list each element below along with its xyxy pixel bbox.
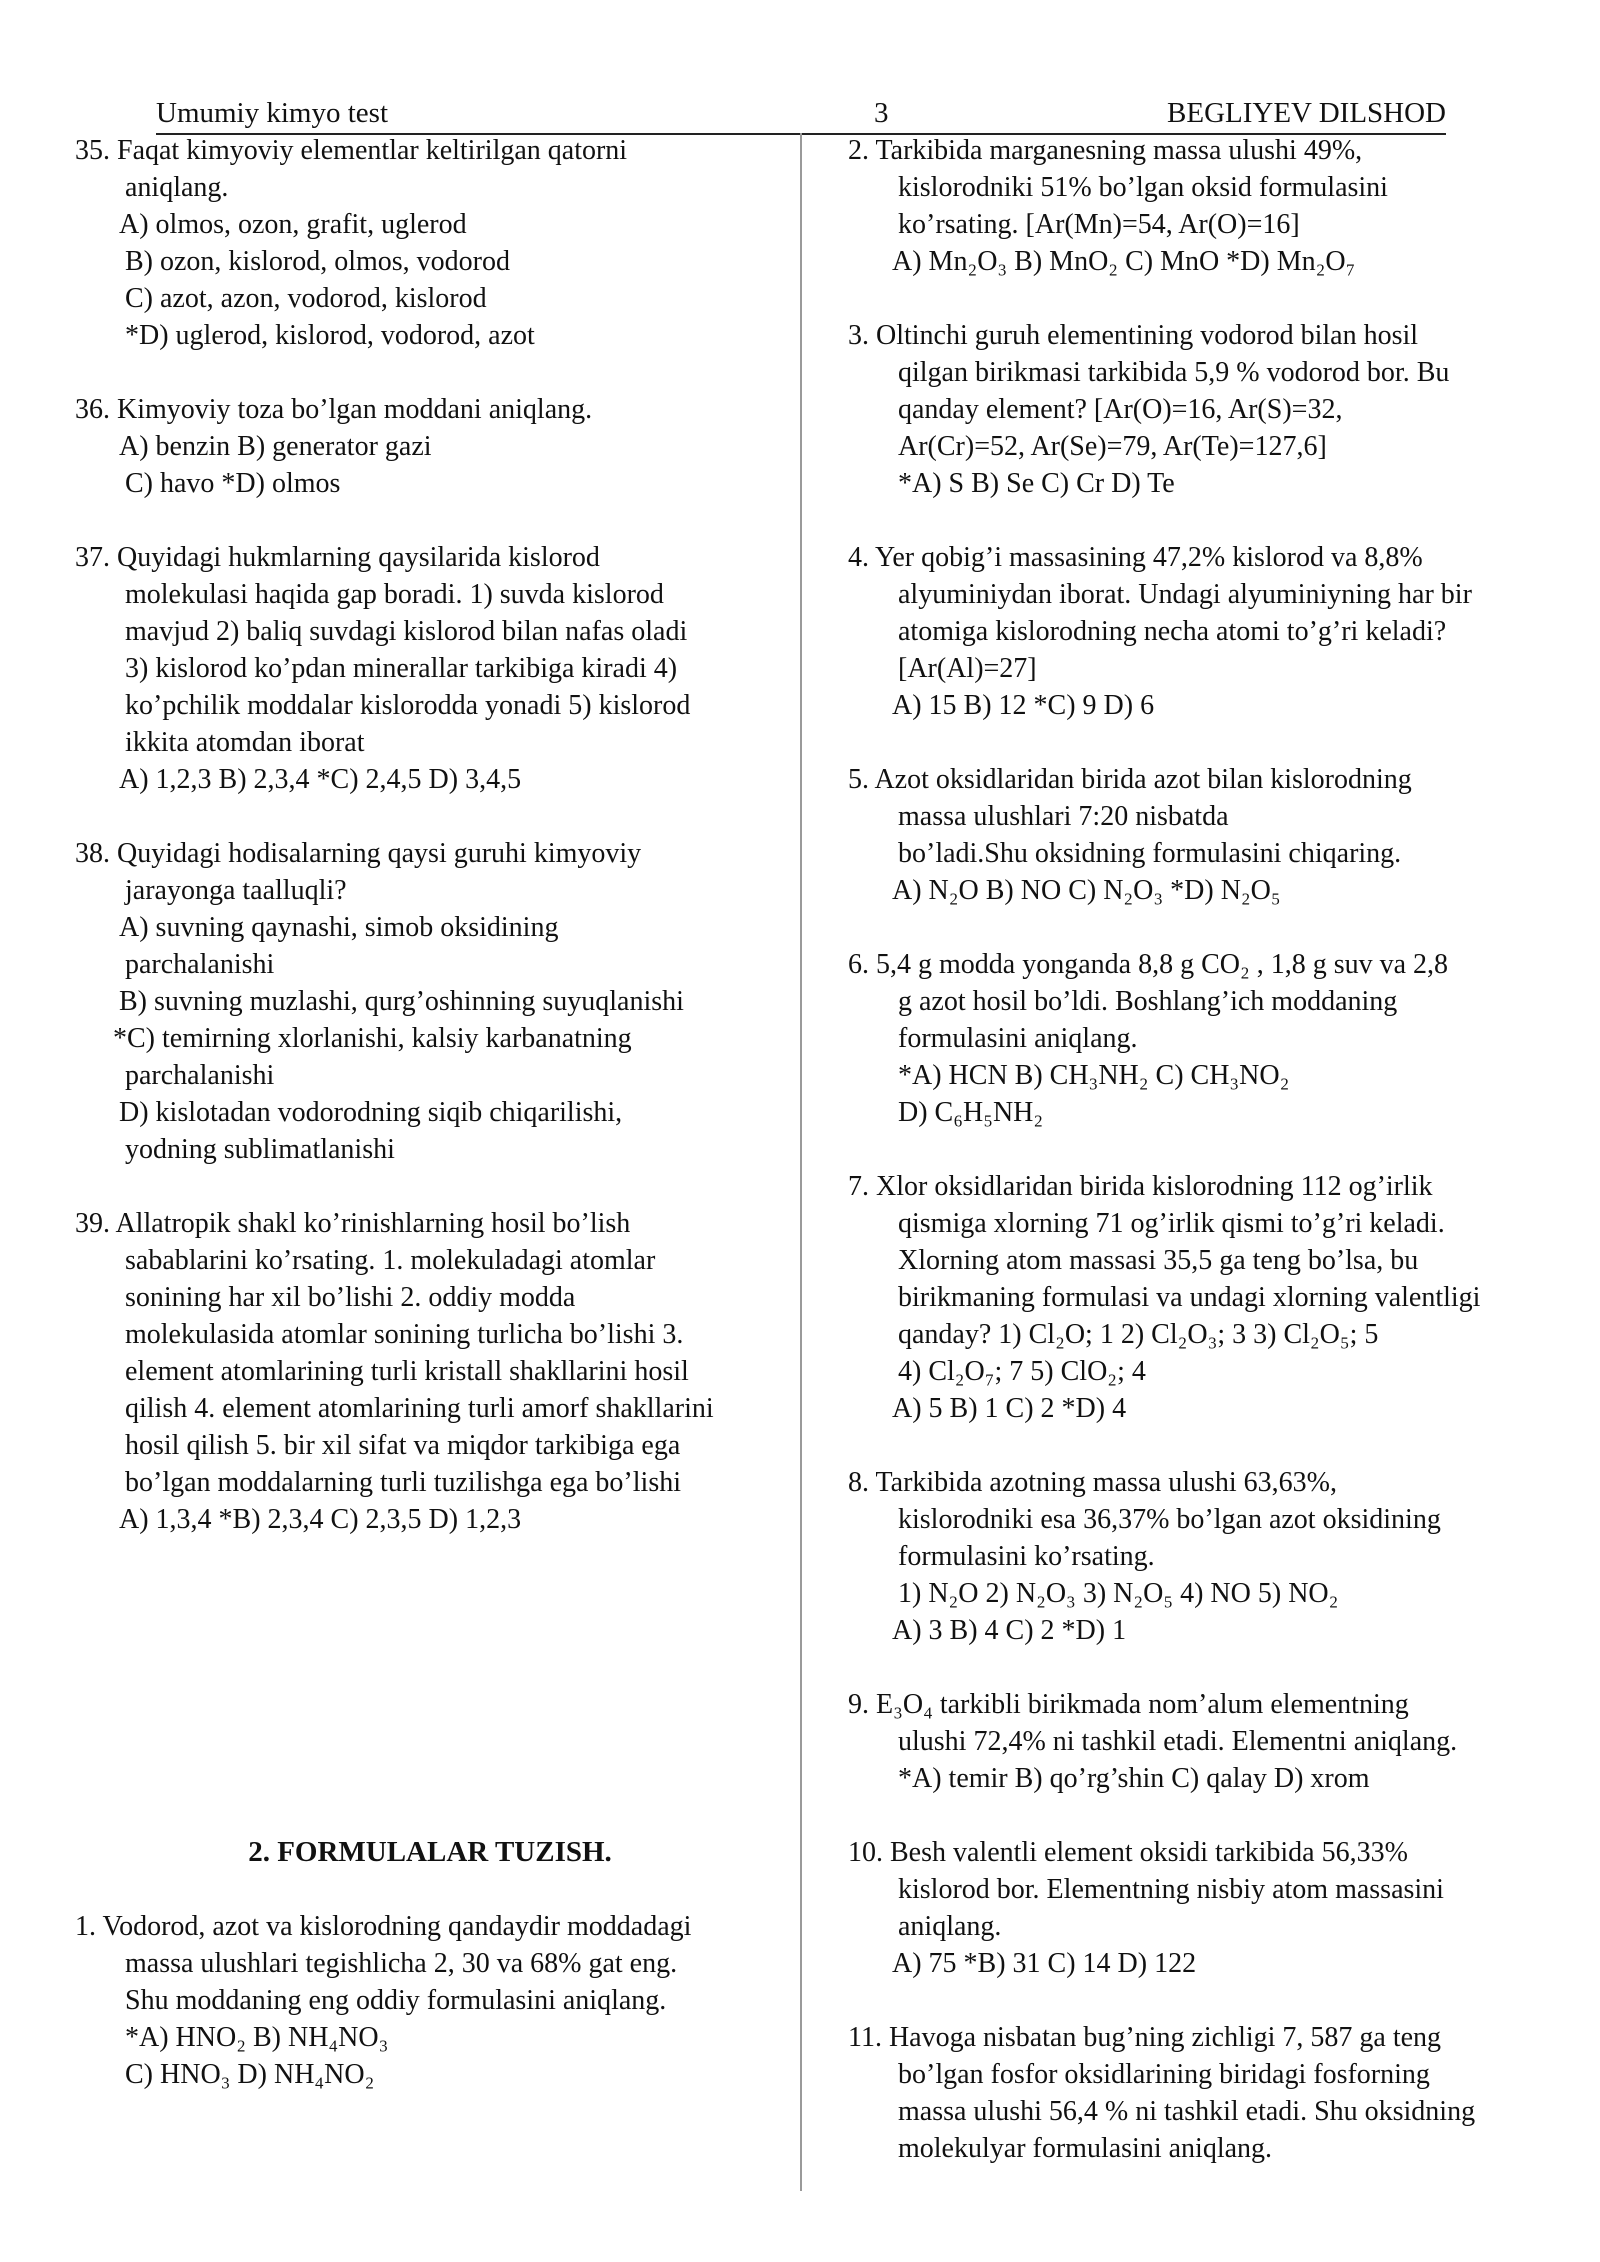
answer-option: C) azot, azon, vodorod, kislorod (125, 283, 487, 314)
question-text: Shu moddaning eng oddiy formulasini aniqlang. (125, 1985, 667, 2016)
answer-options: A) benzin B) generator gazi (119, 431, 432, 462)
question-text: birikmaning formulasi va undagi xlorning valentligi (898, 1282, 1481, 1313)
answer-option: B) ozon, kislorod, olmos, vodorod (125, 246, 510, 277)
formula-question-1 (75, 1908, 785, 2093)
question-text: 3) kislorod ko’pdan minerallar tarkibiga kiradi 4) (125, 653, 678, 684)
question-36 (75, 391, 785, 502)
question-text: 11. Havoga nisbatan bug’ning zichligi 7, 587 ga teng (848, 2022, 1442, 2053)
answer-option: parchalanishi (125, 1060, 275, 1091)
section-title: 2. FORMULALAR TUZISH. (248, 1836, 612, 1868)
answer-options: A) N₂O B) NO C) N₂O₃ *D) N₂O₅ (892, 875, 1281, 906)
question-39 (75, 1205, 785, 1538)
question-text: massa ulushi 56,4 % ni tashkil etadi. Shu oksidning (898, 2096, 1476, 2127)
question-text: bo’lgan fosfor oksidlarining biridagi fosforning (898, 2059, 1430, 2090)
formula-question-2 (848, 132, 1558, 280)
question-text: aniqlang. (898, 1911, 1002, 1942)
question-text: 2. Tarkibida marganesning massa ulushi 49%, (848, 135, 1363, 166)
answer-options: A) 5 B) 1 C) 2 *D) 4 (892, 1393, 1127, 1424)
header-title: Umumiy kimyo test (156, 97, 388, 129)
question-text: hosil qilish 5. bir xil sifat va miqdor tarkibiga ega (125, 1430, 681, 1461)
page-header (156, 95, 1446, 135)
answer-option: B) suvning muzlashi, qurg’oshinning suyuqlanishi (119, 986, 684, 1017)
answer-options: D) C₆H₅NH₂ (898, 1097, 1044, 1128)
question-text: aniqlang. (125, 172, 229, 203)
answer-option: D) kislotadan vodorodning siqib chiqarilishi, (119, 1097, 623, 1128)
answer-options: C) havo *D) olmos (125, 468, 341, 499)
question-text: 5. Azot oksidlaridan birida azot bilan kislorodning (848, 764, 1412, 795)
question-text: 36. Kimyoviy toza bo’lgan moddani aniqlang. (75, 394, 593, 425)
formula-question-3 (848, 317, 1558, 502)
question-text: 6. 5,4 g modda yonganda 8,8 g CO₂ , 1,8 g suv va 2,8 (848, 949, 1449, 980)
question-35 (75, 132, 785, 354)
header-author: BEGLIYEV DILSHOD (1167, 97, 1446, 129)
question-text: 1. Vodorod, azot va kislorodning qandaydir moddadagi (75, 1911, 692, 1942)
question-text: 4) Cl₂O₇; 7 5) ClO₂; 4 (898, 1356, 1146, 1387)
answer-option: *C) temirning xlorlanishi, kalsiy karbanatning (113, 1023, 632, 1054)
page-number: 3 (874, 97, 889, 129)
formula-question-10 (848, 1834, 1558, 1982)
question-text: 1) N₂O 2) N₂O₃ 3) N₂O₅ 4) NO 5) NO₂ (898, 1578, 1339, 1609)
question-text: 39. Allatropik shakl ko’rinishlarning hosil bo’lish (75, 1208, 631, 1239)
question-text: g azot hosil bo’ldi. Boshlang’ich moddaning (898, 986, 1398, 1017)
question-text: 8. Tarkibida azotning massa ulushi 63,63%, (848, 1467, 1338, 1498)
answer-option: parchalanishi (125, 949, 275, 980)
formula-question-6 (848, 946, 1558, 1131)
formula-question-11 (848, 2019, 1558, 2167)
question-text: sabablarini ko’rsating. 1. molekuladagi atomlar (125, 1245, 656, 1276)
question-text: qilgan birikmasi tarkibida 5,9 % vodorod bor. Bu (898, 357, 1450, 388)
question-text: massa ulushlari tegishlicha 2, 30 va 68% gat eng. (125, 1948, 678, 1979)
question-text: Ar(Cr)=52, Ar(Se)=79, Ar(Te)=127,6] (898, 431, 1327, 462)
question-text: 10. Besh valentli element oksidi tarkibida 56,33% (848, 1837, 1408, 1868)
answer-options: *A) S B) Se C) Cr D) Te (898, 468, 1175, 499)
question-text: kislorod bor. Elementning nisbiy atom massasini (898, 1874, 1444, 1905)
formula-question-4 (848, 539, 1558, 724)
question-text: massa ulushlari 7:20 nisbatda (898, 801, 1229, 832)
question-text: 9. E₃O₄ tarkibli birikmada nom’alum elementning (848, 1689, 1409, 1720)
question-text: bo’lgan moddalarning turli tuzilishga ega bo’lishi (125, 1467, 681, 1498)
question-text: ko’pchilik moddalar kislorodda yonadi 5) kislorod (125, 690, 691, 721)
answer-options: *A) temir B) qo’rg’shin C) qalay D) xrom (898, 1763, 1370, 1794)
question-text: 35. Faqat kimyoviy elementlar keltirilgan qatorni (75, 135, 628, 166)
question-text: atomiga kislorodning necha atomi to’g’ri keladi? (898, 616, 1447, 647)
question-text: ko’rsating. [Ar(Mn)=54, Ar(O)=16] (898, 209, 1300, 240)
question-text: molekulasida atomlar sonining turlicha bo’lishi 3. (125, 1319, 684, 1350)
question-38 (75, 835, 785, 1168)
question-text: 3. Oltinchi guruh elementining vodorod bilan hosil (848, 320, 1419, 351)
question-text: element atomlarining turli kristall shakllarini hosil (125, 1356, 689, 1387)
formula-question-5 (848, 761, 1558, 909)
question-text: molekulasi haqida gap boradi. 1) suvda kislorod (125, 579, 664, 610)
question-text: ulushi 72,4% ni tashkil etadi. Elementni aniqlang. (898, 1726, 1458, 1757)
question-text: 4. Yer qobig’i massasining 47,2% kislorod va 8,8% (848, 542, 1423, 573)
answer-option: yodning sublimatlanishi (125, 1134, 395, 1165)
question-text: 38. Quyidagi hodisalarning qaysi guruhi kimyoviy (75, 838, 642, 869)
answer-options: A) 1,2,3 B) 2,3,4 *C) 2,4,5 D) 3,4,5 (119, 764, 522, 795)
formula-question-7 (848, 1168, 1558, 1427)
question-text: sonining har xil bo’lishi 2. oddiy modda (125, 1282, 576, 1313)
question-text: formulasini ko’rsating. (898, 1541, 1155, 1572)
formula-question-9 (848, 1686, 1558, 1797)
answer-options: A) Mn₂O₃ B) MnO₂ C) MnO *D) Mn₂O₇ (892, 246, 1356, 277)
answer-options: A) 3 B) 4 C) 2 *D) 1 (892, 1615, 1127, 1646)
answer-option: A) suvning qaynashi, simob oksidining (119, 912, 559, 943)
question-text: jarayonga taalluqli? (125, 875, 347, 906)
question-text: qismiga xlorning 71 og’irlik qismi to’g’ri keladi. (898, 1208, 1445, 1239)
answer-option: *D) uglerod, kislorod, vodorod, azot (125, 320, 535, 351)
left-column (75, 132, 785, 2093)
question-text: formulasini aniqlang. (898, 1023, 1138, 1054)
answer-options: A) 75 *B) 31 C) 14 D) 122 (892, 1948, 1197, 1979)
question-text: [Ar(Al)=27] (898, 653, 1037, 684)
right-column (848, 132, 1558, 2167)
question-text: molekulyar formulasini aniqlang. (898, 2133, 1273, 2164)
question-text: ikkita atomdan iborat (125, 727, 365, 758)
question-text: qanday? 1) Cl₂O; 1 2) Cl₂O₃; 3 3) Cl₂O₅; 5 (898, 1319, 1379, 1350)
question-text: qilish 4. element atomlarining turli amorf shakllarini (125, 1393, 714, 1424)
answer-options: *A) HNO₂ B) NH₄NO₃ (125, 2022, 389, 2053)
question-text: bo’ladi.Shu oksidning formulasini chiqaring. (898, 838, 1402, 869)
question-text: mavjud 2) baliq suvdagi kislorod bilan nafas oladi (125, 616, 688, 647)
answer-options: *A) HCN B) CH₃NH₂ C) CH₃NO₂ (898, 1060, 1290, 1091)
question-37 (75, 539, 785, 798)
question-text: Xlorning atom massasi 35,5 ga teng bo’lsa, bu (898, 1245, 1419, 1276)
question-text: qanday element? [Ar(O)=16, Ar(S)=32, (898, 394, 1343, 425)
answer-options: A) 1,3,4 *B) 2,3,4 C) 2,3,5 D) 1,2,3 (119, 1504, 522, 1535)
column-divider (800, 133, 802, 2191)
question-text: alyuminiydan iborat. Undagi alyuminiyning har bir (898, 579, 1472, 610)
answer-options: A) 15 B) 12 *C) 9 D) 6 (892, 690, 1155, 721)
question-text: 37. Quyidagi hukmlarning qaysilarida kislorod (75, 542, 600, 573)
formula-question-8 (848, 1464, 1558, 1649)
answer-option: A) olmos, ozon, grafit, uglerod (119, 209, 467, 240)
question-text: 7. Xlor oksidlaridan birida kislorodning 112 og’irlik (848, 1171, 1433, 1202)
answer-options: C) HNO₃ D) NH₄NO₂ (125, 2059, 375, 2090)
question-text: kislorodniki esa 36,37% bo’lgan azot oksidining (898, 1504, 1441, 1535)
question-text: kislorodniki 51% bo’lgan oksid formulasini (898, 172, 1388, 203)
